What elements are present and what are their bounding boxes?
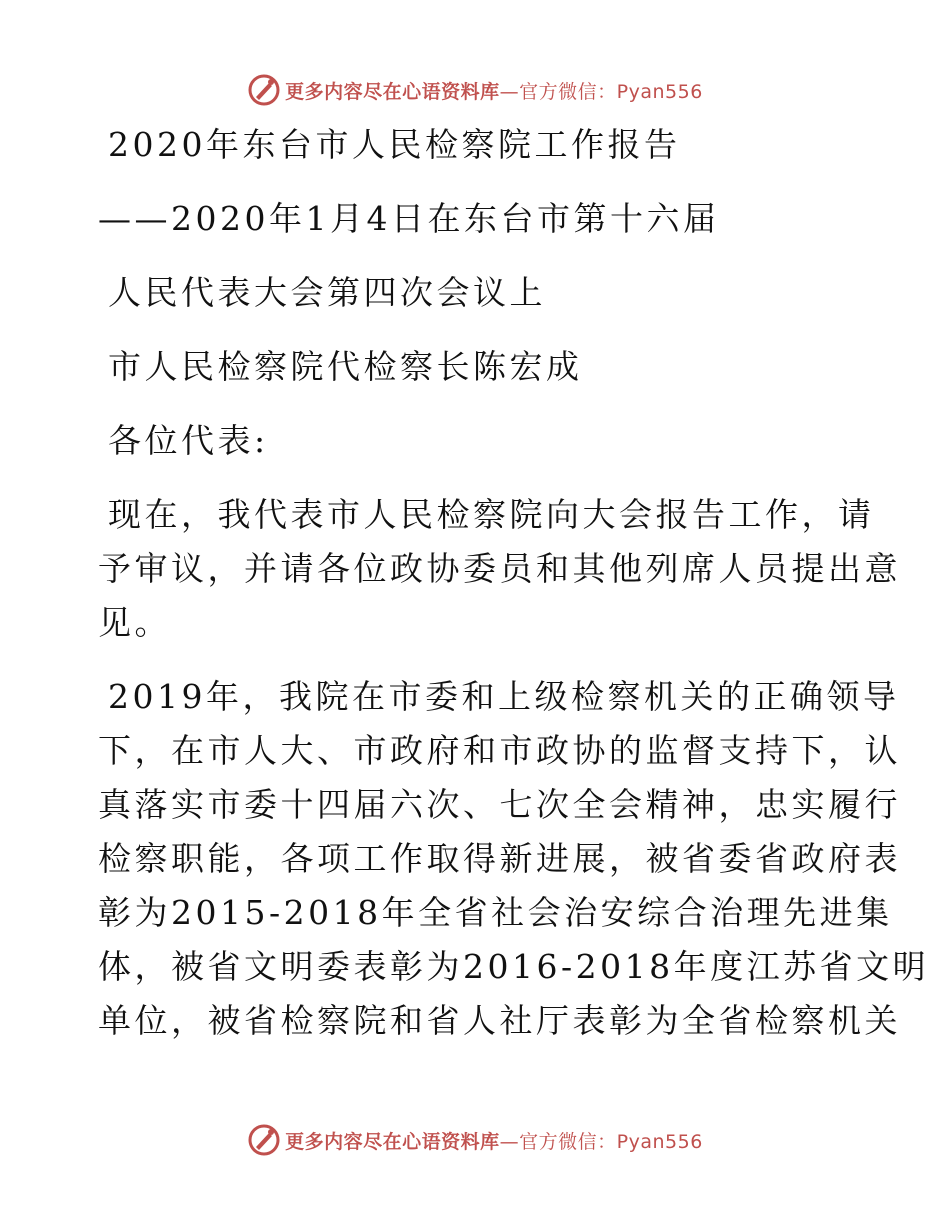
logo-icon (247, 73, 281, 107)
report-title: 2020年东台市人民检察院工作报告 (108, 125, 681, 164)
paragraph2-line: 下，在市人大、市政府和市政协的监督支持下，认 (98, 731, 901, 770)
watermark-text: 更多内容尽在心语资料库—官方微信：Pyan556 (285, 80, 703, 103)
watermark-banner-bottom (0, 1120, 950, 1160)
paragraph2-line: 2019年，我院在市委和上级检察机关的正确领导 (108, 677, 900, 716)
logo-icon (247, 1123, 281, 1157)
paragraph1-line: 见。 (98, 603, 171, 642)
salutation: 各位代表: (108, 421, 269, 460)
paragraph2-line: 检察职能，各项工作取得新进展，被省委省政府表 (98, 839, 901, 878)
paragraph2-line: 体，被省文明委表彰为2016-2018年度江苏省文明 (98, 947, 930, 986)
watermark-text: 更多内容尽在心语资料库—官方微信：Pyan556 (285, 1130, 703, 1153)
paragraph1-line: 予审议，并请各位政协委员和其他列席人员提出意 (98, 549, 901, 588)
report-author: 市人民检察院代检察长陈宏成 (108, 347, 583, 386)
document-body (98, 118, 930, 1048)
paragraph2-line: 单位，被省检察院和省人社厅表彰为全省检察机关 (98, 1001, 901, 1040)
report-subtitle-meeting: 人民代表大会第四次会议上 (108, 273, 546, 312)
paragraph1-line: 现在，我代表市人民检察院向大会报告工作，请 (108, 495, 875, 534)
paragraph2-line: 彰为2015-2018年全省社会治安综合治理先进集 (98, 893, 893, 932)
report-subtitle-date: ——2020年1月4日在东台市第十六届 (98, 199, 720, 238)
watermark-banner-top (0, 70, 950, 110)
paragraph2-line: 真落实市委十四届六次、七次全会精神，忠实履行 (98, 785, 901, 824)
